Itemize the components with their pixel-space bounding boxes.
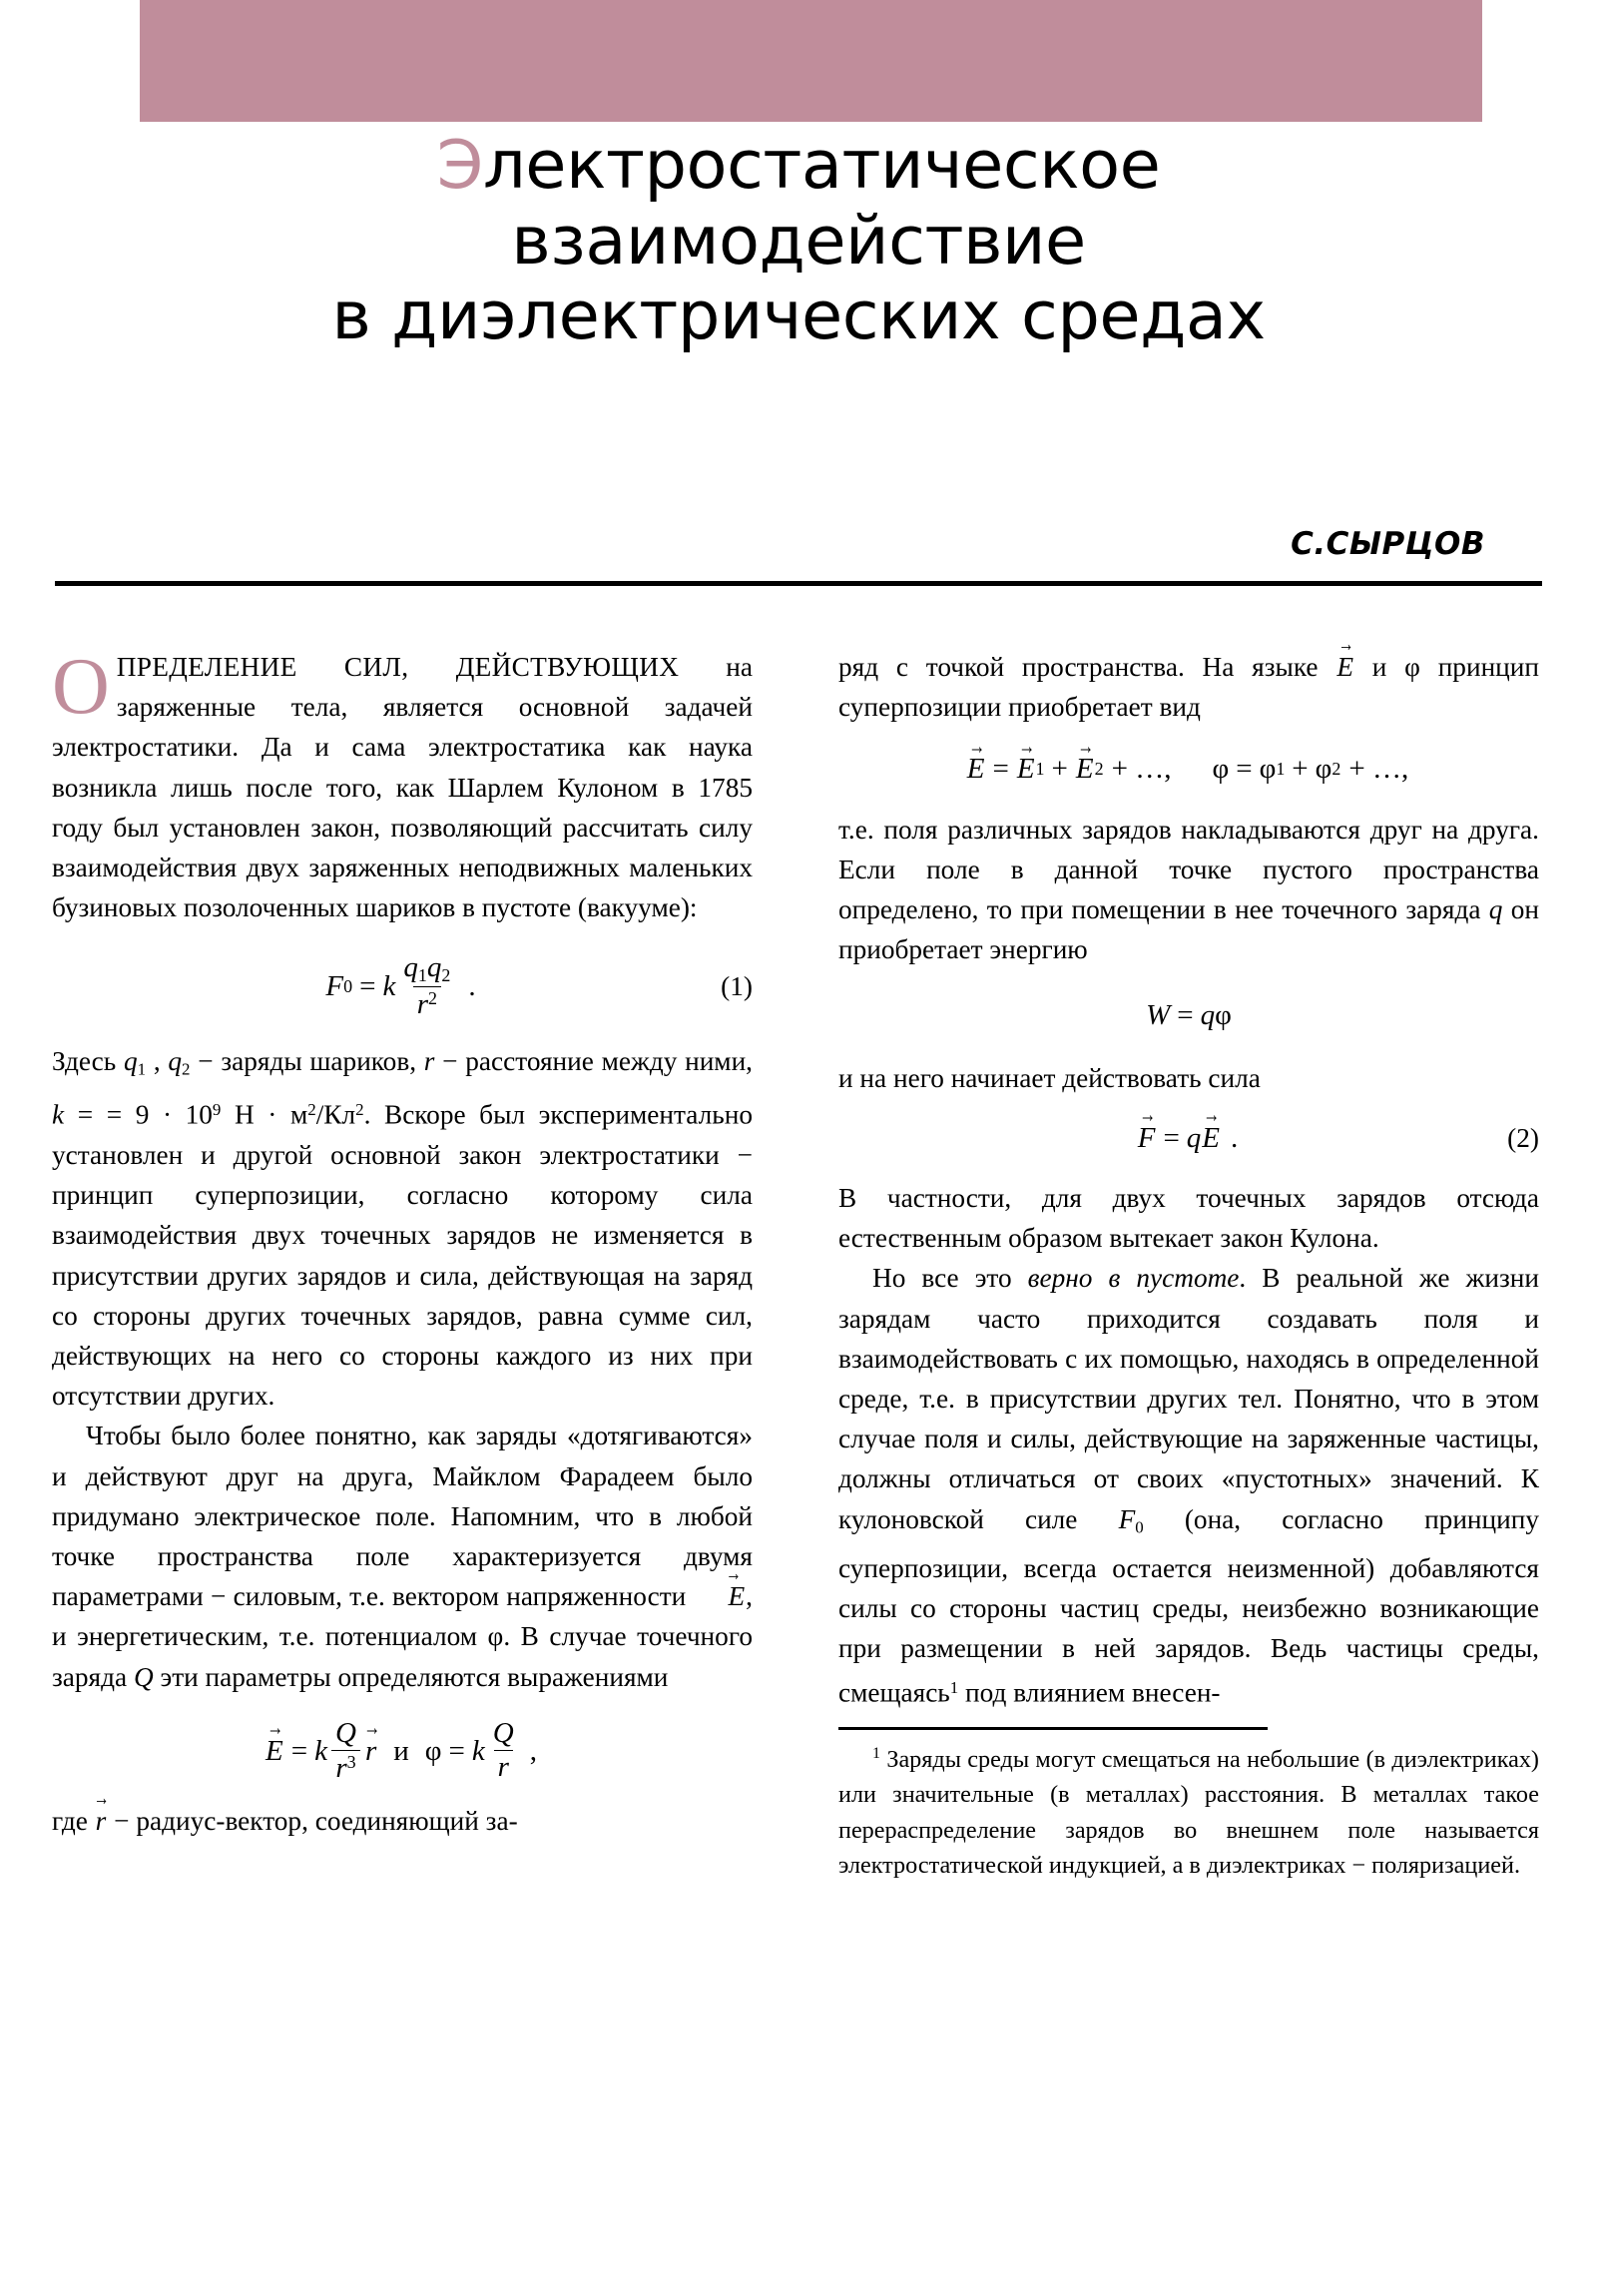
footnote: [838, 1736, 1539, 1884]
author-byline: С.СЫРЦОВ: [1291, 526, 1485, 562]
p2-c: ,: [146, 1046, 169, 1077]
paragraph-superposition-intro: [838, 647, 1539, 727]
title-initial-letter: Э: [436, 126, 483, 204]
p3-a: Чтобы было более понятно, как заряды «дотягиваются» и действуют друг на друга, Майклом Фарадеем было придумано электрическое поле. Напомним, что в любой точке пространства поле характеризуется двумя параметрами − силовым, т.е. вектором напряженности: [52, 1421, 753, 1612]
eq3-phi1-sub: 1: [1276, 759, 1286, 780]
rp1-a: ряд с точкой пространства. На языке: [838, 652, 1336, 682]
footnote-text: [838, 1736, 1539, 1884]
eq3-phi1: φ: [1259, 753, 1277, 786]
eq3-ellipsis: + …,: [1111, 753, 1172, 786]
paragraph-intro-body: на заряженные тела, является основной задачей электростатики. Да и сама электростатика как наука возникла лишь после того, как Шарлем Кулоном в 1785 году был установлен закон, позволяющий рассчитать силу взаимодействия двух заряженных неподвижных маленьких бузиновых позолоченных шариков в пустоте (вакууме):: [52, 652, 754, 923]
eq3-E2-sub: 2: [1094, 759, 1104, 780]
p2-q1: q: [123, 1046, 138, 1077]
equation-4: [838, 995, 1539, 1035]
drop-cap: О: [52, 643, 110, 731]
p3-b: , и энергетическим, т.е. потенциалом: [52, 1581, 753, 1652]
p2-i: = = 9 · 10: [64, 1099, 213, 1130]
eq1-numerator: $q_1q_2$: [403, 951, 451, 986]
eq3-phi2-sub: 2: [1331, 759, 1341, 780]
eq1-number: (1): [721, 971, 753, 1002]
eq2-numerator2: Q: [492, 1717, 514, 1750]
p3-Q: Q: [133, 1661, 154, 1692]
equation-1: [52, 953, 753, 1019]
paragraph-field: [52, 1416, 753, 1696]
eq2-numerator: Q: [334, 1716, 356, 1749]
p2-exp-kl2: 2: [355, 1100, 364, 1120]
p3-E-vector: E →: [693, 1576, 746, 1616]
header-divider-rule: [55, 581, 1542, 586]
p2-r: r: [423, 1046, 435, 1077]
eq4-q: q: [1200, 999, 1216, 1032]
p2-k: k: [52, 1099, 65, 1130]
paragraph-energy: [838, 810, 1539, 970]
rp5-emphasis: верно в пустоте: [1027, 1263, 1240, 1294]
rp5-d: под влиянием внесен-: [958, 1677, 1221, 1708]
eq3-plus2: +: [1292, 753, 1309, 786]
p2-q2: q: [168, 1046, 183, 1077]
header-banner: [140, 0, 1482, 122]
title-line-3: в диэлектрических средах: [331, 277, 1266, 355]
title-line-1: [60, 128, 1537, 204]
eq2-phi: φ: [424, 1734, 442, 1767]
equation-3: [838, 749, 1539, 789]
p4-a: где: [52, 1805, 95, 1836]
eq4-W: W: [1146, 999, 1171, 1032]
p2-e: − заряды шариков,: [190, 1046, 424, 1077]
equation-5: [838, 1118, 1539, 1158]
p2-a: Здесь: [52, 1046, 124, 1077]
eq3-E: E →: [966, 749, 986, 789]
paragraph-medium: [838, 1258, 1539, 1712]
eq2-equals2: =: [448, 1734, 465, 1767]
rp5-c: (она, согласно принципу суперпозиции, всегда остается неизменной) добавляются силы со стороны частиц среды, неизбежно возникающие при размещении в ней зарядов. Ведь частицы среды, смещаясь: [838, 1503, 1540, 1708]
eq1-F: F: [325, 970, 344, 1003]
eq2-comma: ,: [529, 1734, 537, 1767]
p2-m: /Кл: [315, 1099, 356, 1130]
eq2-k: k: [314, 1734, 327, 1767]
p2-g: − расстояние между ними,: [434, 1046, 754, 1077]
p4-r-vector: r →: [95, 1801, 108, 1841]
eq5-F: F →: [1137, 1118, 1157, 1158]
eq1-fraction: [399, 953, 454, 1019]
paragraph-coulomb-law: В частности, для двух точечных зарядов отсюда естественным образом вытекает закон Кулона.: [838, 1183, 1539, 1254]
eq4-equals: =: [1177, 999, 1194, 1032]
rp1-E-vector: E →: [1335, 647, 1354, 687]
eq3-E1-sub: 1: [1035, 759, 1045, 780]
rp5-b: . В реальной же жизни зарядам часто приходится создавать поля и взаимодействовать с их помощью, находясь в определенной среде, т.е. в присутствии других тел. Понятно, что в этом случае поля и силы, действующие на заряженные частицы, должны отличаться от своих «пустотных» значений. К кулоновской силе: [838, 1263, 1539, 1534]
eq3-plus: +: [1051, 753, 1068, 786]
eq2-E: E →: [265, 1731, 284, 1771]
paragraph-radius-vector: [52, 1801, 753, 1841]
paragraph-constants: Здесь $q_1$ , $q_2$ − заряды шариков, r − расстояние между ними, k = = $9 \cdot 10^9$ $Н \cdot м^2/Кл^2$. Вскоре был экспериментально установлен и другой основной закон электростатики − принцип суперпозиции, согласно которому сила взаимодействия двух точечных зарядов не изменяется в присутствии других зарядов и сила, действующая на заряд со стороны других точечных зарядов, равна сумме сил, действующих на него со стороны каждого из них при отсутствии других.: [52, 1046, 754, 1412]
right-column: [838, 647, 1539, 1884]
rp1-b: и φ принцип суперпозиции приобретает вид: [838, 652, 1539, 723]
p3-c: . В случае точечного заряда: [52, 1621, 753, 1692]
footnote-body: Заряды среды могут смещаться на небольшие (в диэлектриках) или значительные (в металлах) расстояния. В металлах такое перераспределение зарядов во внешнем поле называется электростатической индукцией, а в диэлектриках − поляризацией.: [838, 1745, 1539, 1880]
eq2-fraction2: [489, 1719, 518, 1782]
p4-b: − радиус-вектор, соединяющий за-: [107, 1805, 518, 1836]
rp2-q: q: [1488, 894, 1503, 925]
rp5-F-sub: 0: [1135, 1517, 1144, 1537]
footnote-separator-rule: [838, 1727, 1268, 1730]
title-line-1-rest: лектростатическое: [482, 126, 1161, 204]
footnote-number: 1: [872, 1744, 880, 1762]
equation-2: [52, 1716, 753, 1784]
eq5-E: E →: [1201, 1118, 1221, 1158]
eq3-equals2: =: [1236, 753, 1253, 786]
eq5-period: .: [1231, 1121, 1239, 1154]
eq3-equals: =: [992, 753, 1009, 786]
page-title: [60, 128, 1537, 354]
eq2-equals: =: [290, 1734, 308, 1767]
rp2-a: т.е. поля различных зарядов накладываются друг на друга. Если поле в данной точке пустого пространства определено, то при помещении в нее точечного заряда: [838, 814, 1539, 925]
opening-smallcaps: ПРЕДЕЛЕНИЕ СИЛ, ДЕЙСТВУЮЩИХ: [116, 652, 680, 682]
eq2-fraction: [331, 1716, 360, 1784]
title-line-2: взаимодействие: [511, 201, 1086, 280]
p2-exp-m2: 2: [307, 1100, 316, 1120]
eq3-phi2: φ: [1315, 753, 1332, 786]
rp5-F: F: [1118, 1503, 1136, 1534]
eq5-number: (2): [1507, 1122, 1539, 1153]
eq3-E2: E →: [1075, 749, 1095, 789]
p2-exp9: 9: [212, 1100, 222, 1120]
eq1-period: .: [468, 970, 476, 1003]
eq1-k: k: [382, 970, 396, 1003]
p2-o: . Вскоре был экспериментально установлен и другой основной закон электростатики − принцип суперпозиции, согласно которому сила взаимодействия двух точечных зарядов не изменяется в присутствии других зарядов и сила, действующая на заряд со стороны других точечных зарядов, равна сумме сил, действующих на него со стороны каждого из них при отсутствии других.: [52, 1099, 753, 1412]
eq1-denominator: $r^2$: [413, 986, 441, 1019]
eq3-phi: φ: [1212, 753, 1230, 786]
eq5-equals: =: [1163, 1121, 1180, 1154]
rp2-b: он приобретает энергию: [838, 894, 1539, 965]
rp5-a: Но все это: [872, 1263, 1028, 1294]
paragraph-force-intro: и на него начинает действовать сила: [838, 1062, 1261, 1093]
eq4-phi: φ: [1215, 999, 1232, 1032]
eq3-E1: E →: [1016, 749, 1036, 789]
footnote-marker[interactable]: 1: [949, 1678, 959, 1698]
eq2-denominator2: r: [494, 1750, 513, 1782]
eq2-k2: k: [471, 1734, 485, 1767]
eq2-denominator: $r^3$: [331, 1750, 359, 1783]
eq1-F-sub: 0: [343, 976, 353, 997]
eq1-equals: =: [359, 970, 376, 1003]
p2-k2: Н · м: [221, 1099, 308, 1130]
left-column: [52, 643, 754, 1841]
eq2-conjunction: и: [393, 1734, 409, 1767]
p3-d: эти параметры определяются выражениями: [153, 1661, 669, 1692]
eq3-ellipsis2: + …,: [1348, 753, 1409, 786]
eq5-q: q: [1186, 1121, 1202, 1154]
eq2-r-vector: r →: [364, 1731, 377, 1771]
paragraph-intro: [52, 643, 754, 927]
p3-phi: φ: [487, 1621, 504, 1652]
